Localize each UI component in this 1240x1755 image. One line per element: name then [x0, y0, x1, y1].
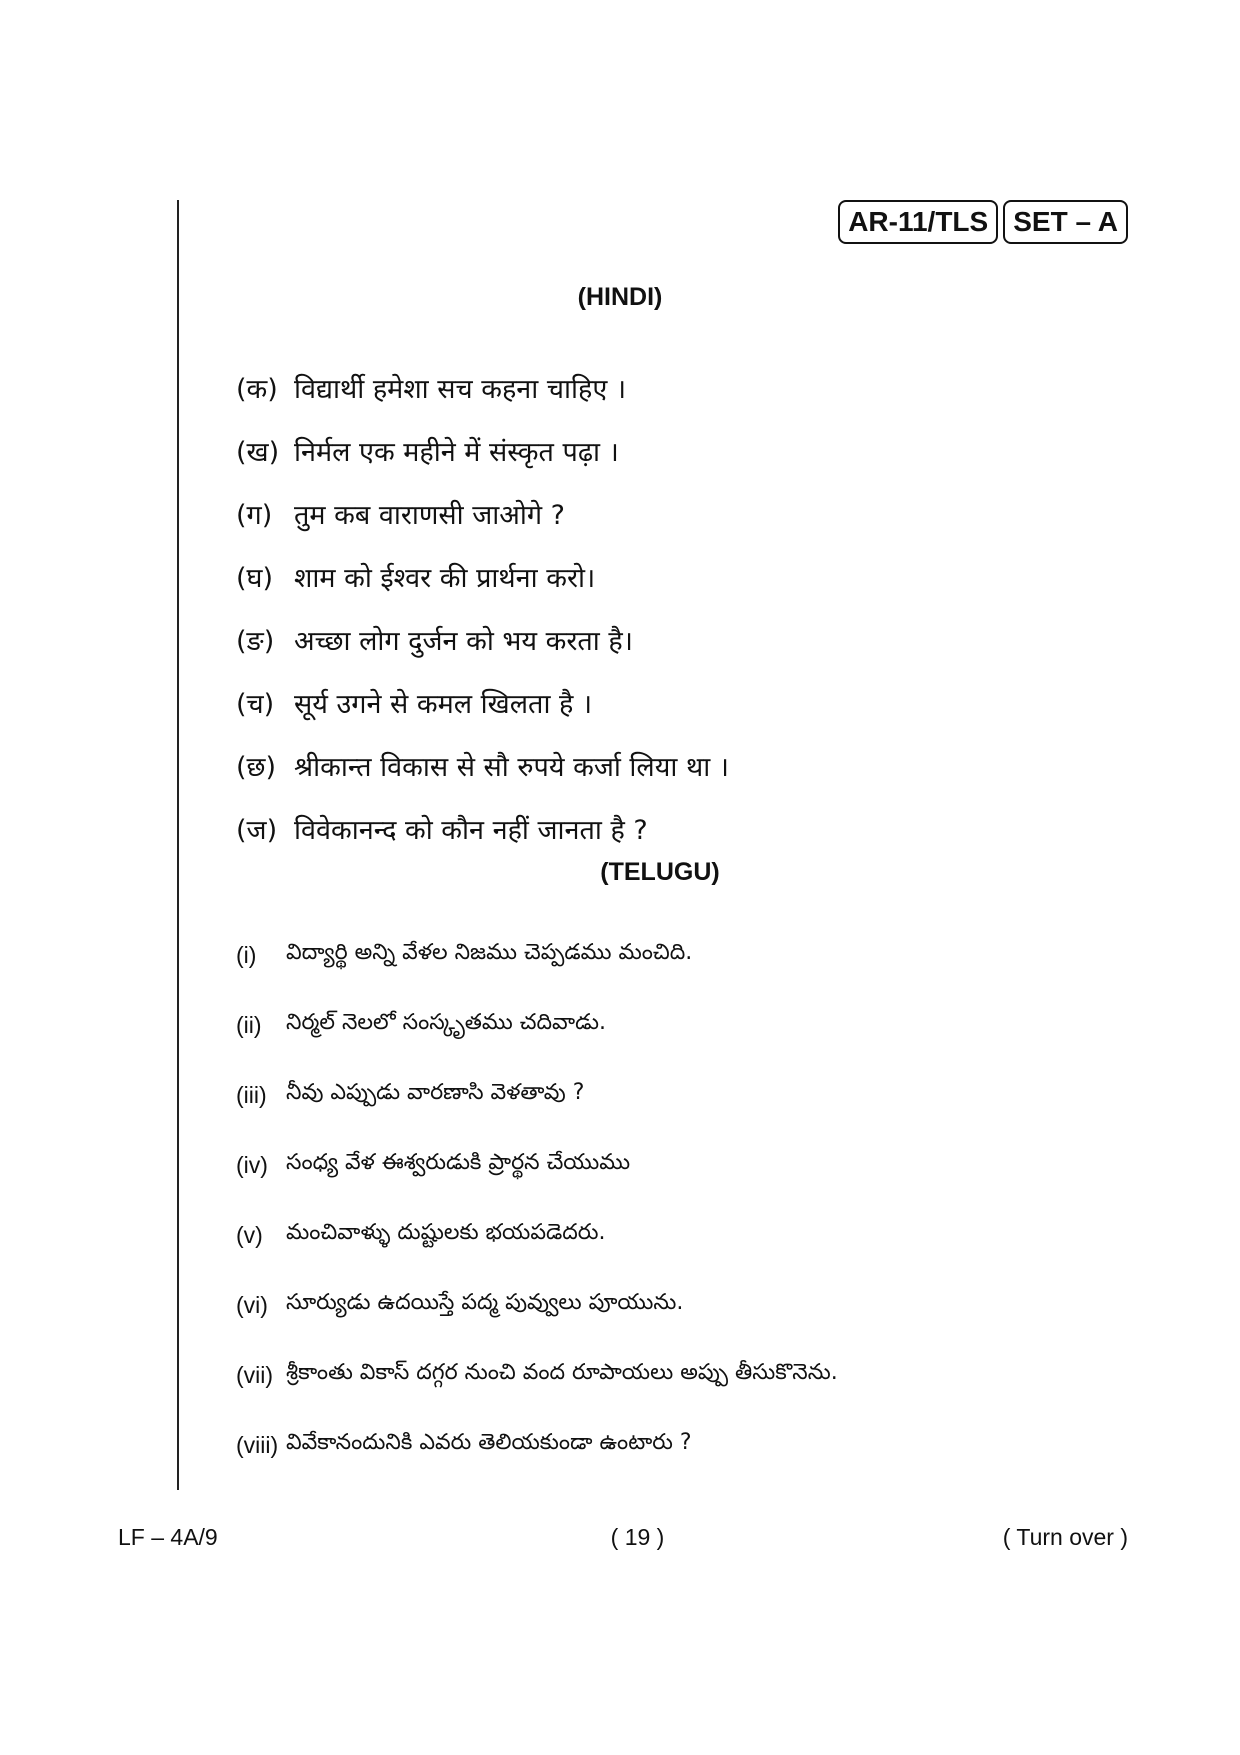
set-label-box: SET – A — [1003, 200, 1128, 244]
item-text: సంధ్య వేళ ఈశ్వరుడుకి ప్రార్థన చేయుము — [286, 1150, 631, 1175]
telugu-sentence-list — [236, 920, 838, 1480]
list-item — [236, 1340, 838, 1410]
item-text: సూర్యుడు ఉదయిస్తే పద్మ పువ్వులు పూయును. — [286, 1290, 684, 1315]
item-marker: (vi) — [236, 1291, 268, 1318]
item-marker: (छ) — [236, 752, 276, 783]
item-text: विवेकानन्द को कौन नहीं जानता है ? — [294, 815, 648, 846]
item-marker: (ज) — [236, 815, 278, 846]
list-item — [236, 482, 729, 545]
item-marker: (ii) — [236, 1011, 262, 1038]
item-marker: (ख) — [236, 437, 280, 468]
hindi-sentence-list — [236, 356, 729, 860]
item-text: నీవు ఎప్పుడు వారణాసి వెళతావు ? — [286, 1080, 585, 1105]
item-marker: (च) — [236, 689, 275, 720]
item-marker: (ङ) — [236, 626, 275, 657]
item-text: వివేకానందునికి ఎవరు తెలియకుండా ఉంటారు ? — [286, 1430, 692, 1455]
list-item — [236, 1270, 838, 1340]
item-marker: (i) — [236, 941, 257, 968]
list-item — [236, 356, 729, 419]
item-text: अच्छा लोग दुर्जन को भय करता है। — [294, 626, 633, 657]
list-item — [236, 797, 729, 860]
item-text: श्रीकान्त विकास से सौ रुपये कर्जा लिया था । — [294, 752, 730, 783]
list-item — [236, 1060, 838, 1130]
page-number: ( 19 ) — [610, 1524, 665, 1550]
item-text: శ్రీకాంతు వికాస్ దగ్గర నుంచి వంద రూపాయలు అప్పు తీసుకొనెను. — [286, 1360, 838, 1385]
item-text: तुम कब वाराणसी जाओगे ? — [294, 500, 566, 531]
item-marker: (vii) — [236, 1361, 274, 1388]
list-item — [236, 545, 729, 608]
item-text: विद्यार्थी हमेशा सच कहना चाहिए । — [294, 374, 627, 405]
item-text: शाम को ईश्वर की प्रार्थना करो। — [294, 563, 596, 594]
item-marker: (v) — [236, 1221, 263, 1248]
item-text: విద్యార్థి అన్ని వేళల నిజము చెప్పడము మంచిది. — [286, 940, 693, 965]
list-item — [236, 734, 729, 797]
item-marker: (ग) — [236, 500, 273, 531]
item-text: निर्मल एक महीने में संस्कृत पढ़ा । — [294, 437, 619, 468]
item-marker: (viii) — [236, 1431, 279, 1458]
item-marker: (घ) — [236, 563, 274, 594]
item-text: మంచివాళ్ళు దుష్టులకు భయపడెదరు. — [286, 1220, 606, 1245]
telugu-heading: (TELUGU) — [600, 858, 720, 886]
item-text: నిర్మల్ నెలలో సంస్కృతము చదివాడు. — [286, 1010, 606, 1035]
hindi-heading: (HINDI) — [577, 283, 663, 311]
item-text: सूर्य उगने से कमल खिलता है । — [294, 689, 593, 720]
item-marker: (iv) — [236, 1151, 268, 1178]
list-item — [236, 1130, 838, 1200]
list-item — [236, 1200, 838, 1270]
item-marker: (iii) — [236, 1081, 267, 1108]
footer-code: LF – 4A/9 — [118, 1524, 218, 1550]
list-item — [236, 419, 729, 482]
list-item — [236, 671, 729, 734]
list-item — [236, 920, 838, 990]
left-margin-rule — [177, 200, 179, 1490]
turn-over-note: ( Turn over ) — [1002, 1524, 1128, 1550]
paper-code-box: AR-11/TLS — [838, 200, 998, 244]
header-code-boxes — [838, 200, 1128, 244]
list-item — [236, 1410, 838, 1480]
list-item — [236, 608, 729, 671]
item-marker: (क) — [236, 374, 278, 405]
list-item — [236, 990, 838, 1060]
